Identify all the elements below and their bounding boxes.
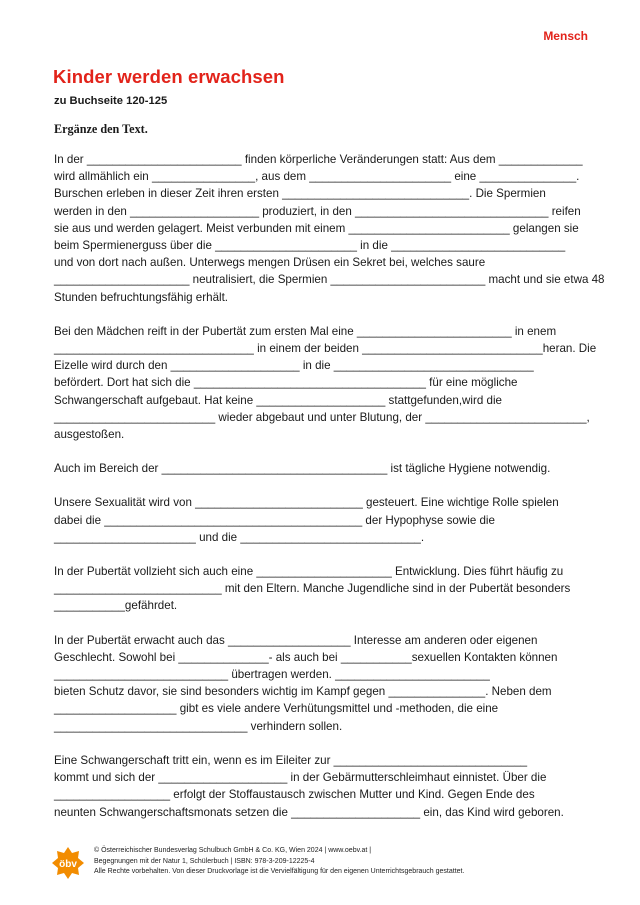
instruction-text: Ergänze den Text. <box>54 122 148 136</box>
text-line: sie aus und werden gelagert. Meist verbunden mit einem _________________________ gelangen sie <box>54 221 579 235</box>
text-line: Schwangerschaft aufgebaut. Hat keine ____________________ stattgefunden,wird die <box>54 393 502 407</box>
text-line: Unsere Sexualität wird von __________________________ gesteuert. Eine wichtige Rolle spielen <box>54 496 559 510</box>
text-line: werden in den ____________________ produziert, in den ______________________________ reifen <box>54 204 581 218</box>
text-line: In der Pubertät vollzieht sich auch eine _____________________ Entwicklung. Dies führt häufig zu <box>54 565 564 579</box>
paragraph-3 <box>54 460 594 477</box>
text-line: bieten Schutz davor, sie sind besonders wichtig im Kampf gegen _______________. Neben dem <box>54 685 552 699</box>
paragraph-4 <box>54 494 594 546</box>
text-line: Eizelle wird durch den ____________________ in die _______________________________ <box>54 359 534 373</box>
text-line: ___________________________ übertragen werden. ________________________ <box>54 668 490 682</box>
text-line: ___________gefährdet. <box>54 599 178 613</box>
cloze-text-body <box>54 151 605 838</box>
text-line: ______________________ und die ____________________________. <box>54 530 425 544</box>
paragraph-5 <box>54 563 594 615</box>
text-line: Geschlecht. Sowohl bei ______________- als auch bei ___________sexuellen Kontakten können <box>54 650 558 664</box>
footer-rights: Alle Rechte vorbehalten. Von dieser Druckvorlage ist die Vervielfältigung für den eigenen Unterrichtsgebrauch gestattet. <box>94 868 465 875</box>
paragraph-7 <box>54 752 594 821</box>
text-line: kommt und sich der ____________________ in der Gebärmutterschleimhaut einnistet. Über die <box>54 771 547 785</box>
text-line: beim Spermienerguss über die ______________________ in die ___________________________ <box>54 239 566 253</box>
text-line: Auch im Bereich der ___________________________________ ist tägliche Hygiene notwendig. <box>54 462 551 476</box>
text-line: _________________________ wieder abgebaut und unter Blutung, der _________________________, <box>54 410 590 424</box>
text-line: ___________________ gibt es viele andere Verhütungsmittel und -methoden, die eine <box>54 702 499 716</box>
text-line: _____________________ neutralisiert, die Spermien ________________________ macht und sie etwa 48 <box>54 273 605 287</box>
text-line: Stunden befruchtungsfähig erhält. <box>54 290 229 304</box>
text-line: Eine Schwangerschaft tritt ein, wenn es im Eileiter zur ______________________________ <box>54 753 528 767</box>
text-line: __________________________ mit den Eltern. Manche Jugendliche sind in der Pubertät besonders <box>54 582 571 596</box>
text-line: wird allmählich ein ________________, aus dem ______________________ eine _______________. <box>54 170 580 184</box>
text-line: neunten Schwangerschaftsmonats setzen die ____________________ ein, das Kind wird geboren. <box>54 805 564 819</box>
text-line: Burschen erleben in dieser Zeit ihren ersten _____________________________. Die Spermien <box>54 187 546 201</box>
text-line: Bei den Mädchen reift in der Pubertät zum ersten Mal eine ________________________ in enem <box>54 324 557 338</box>
section-tag: Mensch <box>543 29 588 43</box>
text-line: befördert. Dort hat sich die ____________________________________ für eine mögliche <box>54 376 518 390</box>
footer-book-info: Begegnungen mit der Natur 1, Schülerbuch | ISBN: 978-3-209-12225-4 <box>94 857 315 865</box>
text-line: ausgestoßen. <box>54 428 125 442</box>
paragraph-1 <box>54 151 605 306</box>
text-line: __________________ erfolgt der Stoffaustausch zwischen Mutter und Kind. Gegen Ende des <box>54 788 535 802</box>
text-line: In der Pubertät erwacht auch das ___________________ Interesse am anderen oder eigenen <box>54 633 538 647</box>
paragraph-6 <box>54 632 594 735</box>
footer <box>54 846 614 878</box>
footer-copyright: © Österreichischer Bundesverlag Schulbuch GmbH & Co. KG, Wien 2024 | www.oebv.at | <box>94 847 372 854</box>
worksheet-title: Kinder werden erwachsen <box>53 66 285 87</box>
logo-text: öbv <box>59 859 77 870</box>
text-line: _______________________________ in einem der beiden ____________________________heran. Die <box>54 342 597 356</box>
oebv-logo <box>52 847 84 884</box>
page-reference: zu Buchseite 120-125 <box>54 95 168 107</box>
text-line: dabei die ________________________________________ der Hypophyse sowie die <box>54 513 495 527</box>
paragraph-2 <box>54 323 597 443</box>
text-line: In der ________________________ finden körperliche Veränderungen statt: Aus dem _____________ <box>54 153 583 166</box>
text-line: und von dort nach außen. Unterwegs mengen Drüsen ein Sekret bei, welches saure <box>54 256 486 270</box>
text-line: ______________________________ verhindern sollen. <box>54 719 343 733</box>
